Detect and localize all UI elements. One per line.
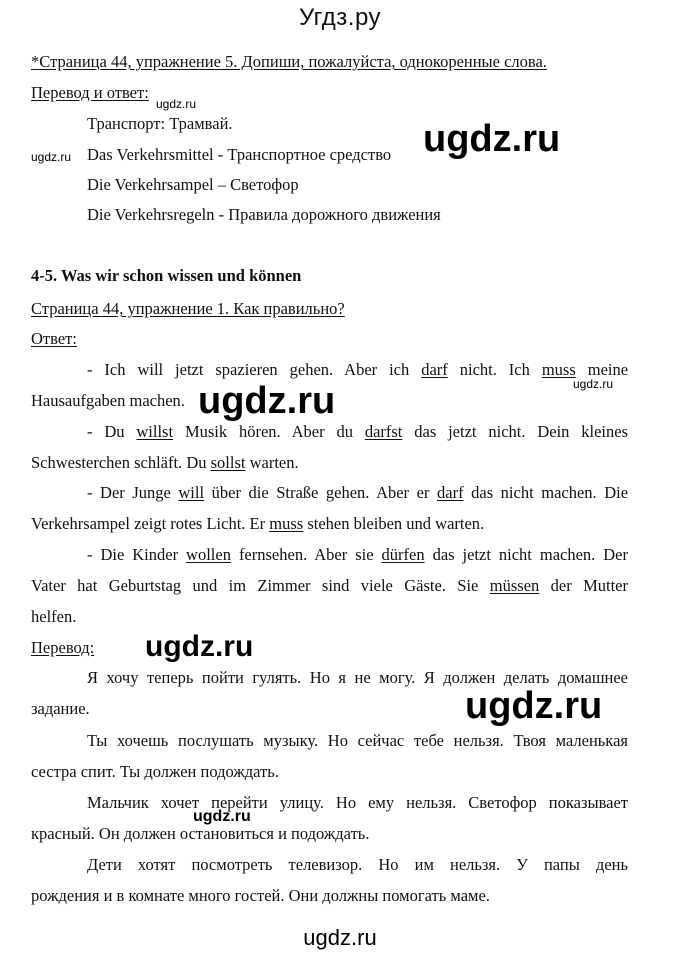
site-header: Угдз.ру xyxy=(298,4,382,31)
answer-line: helfen. xyxy=(31,607,77,626)
translation-line: Дети хотят посмотреть телевизор. Но им нельзя. У папы день xyxy=(87,855,628,874)
translation-line: красный. Он должен остановиться и подождать. xyxy=(31,824,370,843)
watermark-large: ugdz.ru xyxy=(198,380,336,422)
answer-line: - Du willst Musik hören. Aber du darfst das jetzt nicht. Dein kleines xyxy=(87,422,628,441)
answer-label: Ответ: xyxy=(31,329,77,348)
translation-label: Перевод: xyxy=(31,638,95,657)
watermark-small: ugdz.ru xyxy=(31,150,72,164)
word-item: Die Verkehrsampel – Светофор xyxy=(87,175,299,194)
answer-line: Schwesterchen schläft. Du sollst warten. xyxy=(31,453,299,472)
word-item: Das Verkehrsmittel - Транспортное средство xyxy=(87,145,392,164)
section-title: 4-5. Was wir schon wissen und können xyxy=(31,266,302,285)
translation-answer-label: Перевод и ответ: xyxy=(31,83,149,102)
watermark-small: ugdz.ru xyxy=(193,808,251,825)
translation-line: сестра спит. Ты должен подождать. xyxy=(31,762,279,781)
watermark-medium: ugdz.ru xyxy=(145,630,254,663)
answer-line: Verkehrsampel zeigt rotes Licht. Er muss stehen bleiben und warten. xyxy=(31,514,485,533)
translation-line: Ты хочешь послушать музыку. Но сейчас тебе нельзя. Твоя маленькая xyxy=(87,731,628,750)
watermark-large: ugdz.ru xyxy=(465,685,603,727)
translation-line: рождения и в комнате много гостей. Они должны помогать маме. xyxy=(31,886,490,905)
answer-line: - Die Kinder wollen fernsehen. Aber sie dürfen das jetzt nicht machen. Der xyxy=(87,545,628,564)
exercise-1-heading: Страница 44, упражнение 1. Как правильно? xyxy=(31,299,345,318)
watermark-small: ugdz.ru xyxy=(573,377,614,391)
watermark-large: ugdz.ru xyxy=(423,118,561,160)
translation-line: Я хочу теперь пойти гулять. Но я не могу. Я должен делать домашнее xyxy=(87,668,628,687)
word-item: Die Verkehrsregeln - Правила дорожного движения xyxy=(87,205,441,224)
watermark-small: ugdz.ru xyxy=(156,97,197,111)
translation-line: Мальчик хочет перейти улицу. Но ему нельзя. Светофор показывает xyxy=(87,793,628,812)
answer-line: - Ich will jetzt spazieren gehen. Aber ich darf nicht. Ich muss meine xyxy=(87,360,629,379)
exercise-5-heading: *Страница 44, упражнение 5. Допиши, пожалуйста, однокоренные слова. xyxy=(31,52,547,71)
answer-line: Hausaufgaben machen. xyxy=(31,391,185,410)
footer-watermark: ugdz.ru xyxy=(303,925,377,950)
answer-line: Vater hat Geburtstag und im Zimmer sind viele Gäste. Sie müssen der Mutter xyxy=(31,576,628,595)
answer-line: - Der Junge will über die Straße gehen. Aber er darf das nicht machen. Die xyxy=(87,483,629,502)
translation-line: задание. xyxy=(31,699,90,718)
word-item: Транспорт: Трамвай. xyxy=(87,114,233,133)
